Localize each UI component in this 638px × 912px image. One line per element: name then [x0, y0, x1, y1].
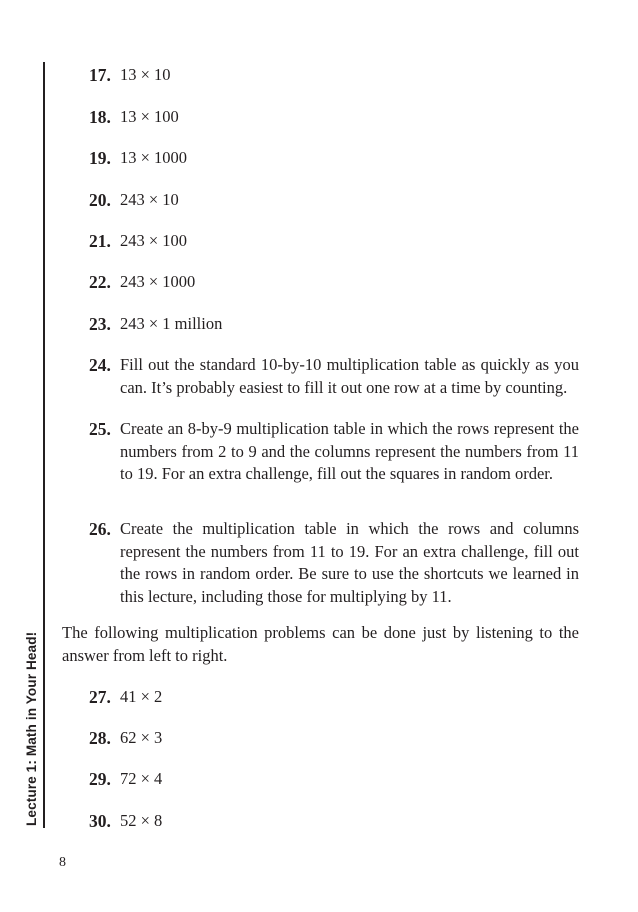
problem-number: 17. [89, 65, 111, 85]
intro-paragraph: The following multiplication problems can be done just by listening to the answer from left to right. [62, 623, 579, 665]
problem-text: 243 × 100 [120, 231, 188, 250]
problem-21 [89, 230, 579, 253]
problem-text: 52 × 8 [120, 811, 163, 830]
problem-text: 62 × 3 [120, 728, 163, 747]
problem-text: 13 × 100 [120, 107, 179, 126]
problem-number: 28. [89, 728, 111, 748]
problem-number: 18. [89, 107, 111, 127]
problem-20 [89, 189, 579, 212]
problem-18 [89, 106, 579, 129]
problem-29 [89, 768, 579, 791]
problem-26 [89, 518, 579, 608]
problem-number: 29. [89, 769, 111, 789]
problem-number: 30. [89, 811, 111, 831]
problem-17 [89, 64, 579, 87]
page-number: 8 [59, 855, 66, 870]
problem-23 [89, 313, 579, 336]
problem-number: 24. [89, 355, 111, 375]
problem-number: 27. [89, 687, 111, 707]
problem-22 [89, 271, 579, 294]
problem-number: 26. [89, 519, 111, 539]
problem-19 [89, 147, 579, 170]
problem-text: Create the multiplication table in which the rows and columns represent the numbers from 11 to 19. For an extra challenge, fill out the rows in random order. Be sure to use the shortcuts we learned in this lecture, including those for multiplying by 11. [120, 519, 579, 606]
problem-number: 19. [89, 148, 111, 168]
problem-text: 243 × 1000 [120, 272, 196, 291]
sidebar-lecture-label: Lecture 1: Math in Your Head! [24, 631, 39, 826]
problem-text: 13 × 1000 [120, 148, 188, 167]
problem-text: Create an 8-by-9 multiplication table in which the rows represent the numbers from 2 to 9 and the columns represent the numbers from 11 to 19. For an extra challenge, fill out the squares in random order. [120, 419, 579, 484]
problem-text: 243 × 1 million [120, 314, 223, 333]
problem-number: 25. [89, 419, 111, 439]
problem-28 [89, 727, 579, 750]
problem-number: 20. [89, 190, 111, 210]
problem-text: 243 × 10 [120, 190, 179, 209]
problem-25 [89, 418, 579, 486]
problem-text: 41 × 2 [120, 687, 163, 706]
sidebar-rule [43, 62, 45, 828]
problem-number: 21. [89, 231, 111, 251]
problem-30 [89, 810, 579, 833]
problem-number: 22. [89, 272, 111, 292]
problem-number: 23. [89, 314, 111, 334]
problem-24 [89, 354, 579, 399]
problem-text: 72 × 4 [120, 769, 163, 788]
problem-text: Fill out the standard 10-by-10 multiplication table as quickly as you can. It’s probably easiest to fill it out one row at a time by counting. [120, 355, 579, 397]
problem-27 [89, 686, 579, 709]
problem-text: 13 × 10 [120, 65, 171, 84]
